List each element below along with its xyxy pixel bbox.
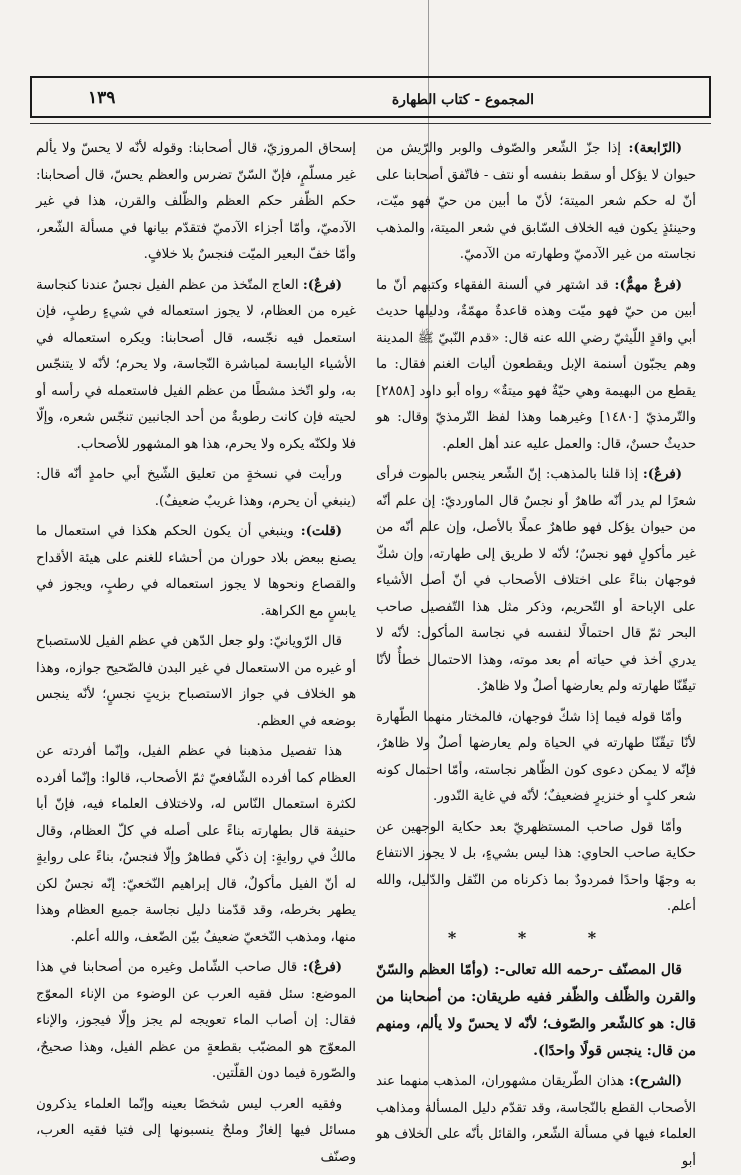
section-separator-stars: * * * — [447, 927, 625, 947]
paragraph-text: هذان الطّريقان مشهوران، المذهب منهما عند الأصحاب القطع بالنّجاسة، وقد تقدّم دليل المسألة ومذاهب العلماء فيها في مسألة الشّعر، والقائل بأنّه على الخلاف هو أبو — [376, 1074, 696, 1169]
paragraph — [36, 462, 356, 515]
paragraph — [36, 273, 356, 459]
paragraph-lead: (فرعٌ مهمٌّ): — [614, 277, 682, 293]
paragraph-text: قال الرّويانيّ: ولو جعل الدّهن في عظم الفيل للاستصباح أو غيره من الاستعمال في غير البدن فالصّحيح جوازه، وهذا هو الخلاف في جواز الاستصباح بزيتٍ نجسٍ؛ لأنّه ينجس بوضعه في العظم. — [36, 634, 356, 729]
paragraph-lead: (فرعٌ): — [302, 277, 342, 293]
paragraph — [376, 462, 696, 701]
paragraph-lead: (فرعٌ): — [302, 960, 342, 975]
paragraph-text: ورأيت في نسخةٍ من تعليق الشّيخ أبي حامدٍ أنّه قال: (ينبغي أن يحرم، وهذا غريبٌ ضعيفٌ). — [36, 467, 356, 509]
paragraph — [36, 519, 356, 625]
paragraph — [376, 815, 696, 921]
paragraph-text: وينبغي أن يكون الحكم هكذا في استعمال ما يصنع ببعض بلاد حوران من أحشاء للغنم على هيئة الأقداح والقصاع ونحوها لا يجوز استعماله في رطبٍ، ويجوز في يابسٍ مع الكراهة. — [36, 524, 356, 619]
paragraph — [36, 1092, 356, 1172]
paragraph-text: العاج المتّخذ من عظم الفيل نجسٌ عندنا كنجاسة غيره من العظام، لا يجوز استعماله في شيءٍ رطبٍ، فإن استعمل فيه نجّسه، قال أصحابنا: ويكره استعماله في الأشياء اليابسة لمباشرة النّجاسة، ولا يحرم؛ لأنّه لا يتنجّس به، ولو اتّخذ مشطًا من عظم الفيل فاستعمله في رأسه أو لحيته فإن كانت رطوبةٌ من أحد الجانبين تنجّس شعره، وإلّا فلا ولكنّه يكره ولا يحرم، هذا هو المشهور للأصحاب. — [36, 277, 356, 452]
matn-quote: قال المصنّف -رحمه الله تعالى-: (وأمّا العظم والسّنّ والقرن والظّلف والظّفر ففيه طريقان: من أصحابنا من قال: هو كالشّعر والصّوف؛ لأنّه لا يحسّ ولا يألم، ومنهم من قال: ينجس قولًا واحدًا). — [376, 962, 696, 1059]
paragraph-text: إذا قلنا بالمذهب: إنّ الشّعر ينجس بالموت فرأى شعرًا لم يدر أنّه طاهرٌ أو نجسٌ قال الماورديّ: إن علم أنّه من حيوان يؤكل فهو طاهرٌ عملًا بالأصل، وإن علم أنّه من غير مأكولٍ فهو نجسٌ؛ لأنّه لا طريق إلى طهارته، وإن شكّ فوجهان بناءً على اختلاف الأصحاب في أنّ أصل الأشياء على الإباحة أو التّحريم، وذكر مثل هذا التّفصيل صاحب البحر ثمّ قال احتمالًا لنفسه في نجاسة المأكول: لأنّه لا يدري أخذ في حياته أم بعد موته، وهذا الاحتمال خطأٌ لأنّا تيقّنّا طهارته ولم يعارضها أصلٌ ولا ظاهرٌ. — [376, 467, 696, 694]
paragraph-text: إسحاق المروزيّ، قال أصحابنا: وقوله لأنّه لا يحسّ ولا يألم غير مسلّمٍ، فإنّ السّنّ تضرس والعظم يحسّ، قال أصحابنا: حكم الظّفر حكم العظم والظّلف والقرن، هذا في غير الآدميّ، وأمّا أجزاء الآدميّ فتقدّم بيانها في مسألة الشّعر، وأمّا خفّ البعير الميّت فنجسٌ بلا خلافٍ. — [36, 141, 356, 262]
paragraph-text: إذا جزّ الشّعر والصّوف والوبر والرّيش من حيوان لا يؤكل أو سقط بنفسه أو نتف - فاتّفق أصحابنا على أنّ له حكم شعر الميتة؛ لأنّ ما أبين من حيّ فهو ميّت، وحينئذٍ يكون فيه الخلاف السّابق في شعر الميتة، والمذهب نجاسته من غير الآدميّ وطهارته من الآدميّ. — [376, 141, 696, 262]
header-rule — [30, 123, 711, 124]
running-title: المجموع - كتاب الطهارة — [391, 92, 534, 108]
paragraph — [376, 136, 696, 269]
paragraph-text: وأمّا قول صاحب المستظهريّ بعد حكاية الوجهين عن حكاية صاحب الحاوي: هذا ليس بشيءٍ، بل لا يجوز الانتفاع به وجهًا واحدًا فمردودٌ بما ذكرناه من النّقل والدّليل، والله أعلم. — [376, 819, 696, 914]
paragraph-lead: (فرعٌ): — [642, 467, 682, 482]
paragraph-text: قال صاحب الشّامل وغيره من أصحابنا في هذا الموضع: سئل فقيه العرب عن الوضوء من الإناء المعوّج فقال: إن أصاب الماء تعويجه لم يجز وإلّا فيجوز، والإناء المعوّج هو المضبّب بقطعةٍ من عظم الفيل، وهذا صحيحٌ، والصّورة فيما دون القلّتين. — [36, 960, 356, 1081]
paragraph-text: قد اشتهر في ألسنة الفقهاء وكتبهم أنّ ما أبين من حيّ فهو ميّت وهذه قاعدةٌ مهمّةٌ، ودليلها حديث أبي واقدٍ اللّيثيّ رضي الله عنه قال: «قدم النّبيّ ﷺ المدينة وهم يجبّون أسنمة الإبل ويقطعون أليات الغنم فقال: ما يقطع من البهيمة وهي حيّةٌ فهو ميتةٌ» رواه أبو داود [٢٨٥٨] والتّرمذيّ [١٤٨٠] وغيرهما وهذا لفظ التّرمذيّ وقال: هو حديثٌ حسنٌ، قال: والعمل عليه عند أهل العلم. — [376, 277, 696, 452]
right-column — [376, 136, 696, 1169]
paragraph-lead: (الرّابعة): — [628, 141, 682, 156]
paragraph — [376, 1069, 696, 1175]
paragraph — [36, 629, 356, 735]
left-column — [36, 136, 356, 1165]
paragraph-text: وفقيه العرب ليس شخصًا بعينه وإنّما العلماء يذكرون مسائل فيها إلغازٌ وملحٌ ينسبونها إلى فتيا فقيه العرب، وصنّف — [36, 1096, 356, 1165]
paragraph — [36, 739, 356, 951]
paragraph — [36, 136, 356, 269]
page-number: ١٣٩ — [88, 88, 116, 108]
paragraph — [36, 955, 356, 1088]
paragraph-lead: (الشرح): — [628, 1074, 682, 1089]
page-header — [30, 76, 711, 118]
paragraph-text: هذا تفصيل مذهبنا في عظم الفيل، وإنّما أفردته عن العظام كما أفرده الشّافعيّ ثمّ الأصحاب، قالوا: وإنّما أفرده لكثرة استعمال النّاس له، ولاختلاف العلماء فيه، فإنّ أبا حنيفة قال بطهارته بناءً على أصله في كلّ العظام، وقال مالكٌ في روايةٍ: إن ذكّي فطاهرٌ وإلّا فنجسٌ، بناءً على روايةٍ له أنّ الفيل مأكولٌ، قال إبراهيم النّخعيّ: إنّه نجسٌ لكن يطهر بخرطه، وقد قدّمنا دليل نجاسة جميع العظام وهذا منها، ومذهب النّخعيّ ضعيفٌ بيّن الضّعف، والله أعلم. — [36, 744, 356, 945]
paragraph-text: وأمّا قوله فيما إذا شكّ فوجهان، فالمختار منهما الطّهارة لأنّا تيقّنّا طهارته في الحياة ولم يعارضها أصلٌ ولا ظاهرٌ، فإنّه لا يمكن دعوى كون الظّاهر نجاسته، وأمّا احتمال كونه شعر كلبٍ أو خنزيرٍ فضعيفٌ؛ لأنّه في غاية النّدور. — [376, 709, 696, 804]
paragraph — [376, 705, 696, 811]
paragraph — [376, 273, 696, 459]
paragraph-lead: (قلت): — [300, 524, 342, 539]
